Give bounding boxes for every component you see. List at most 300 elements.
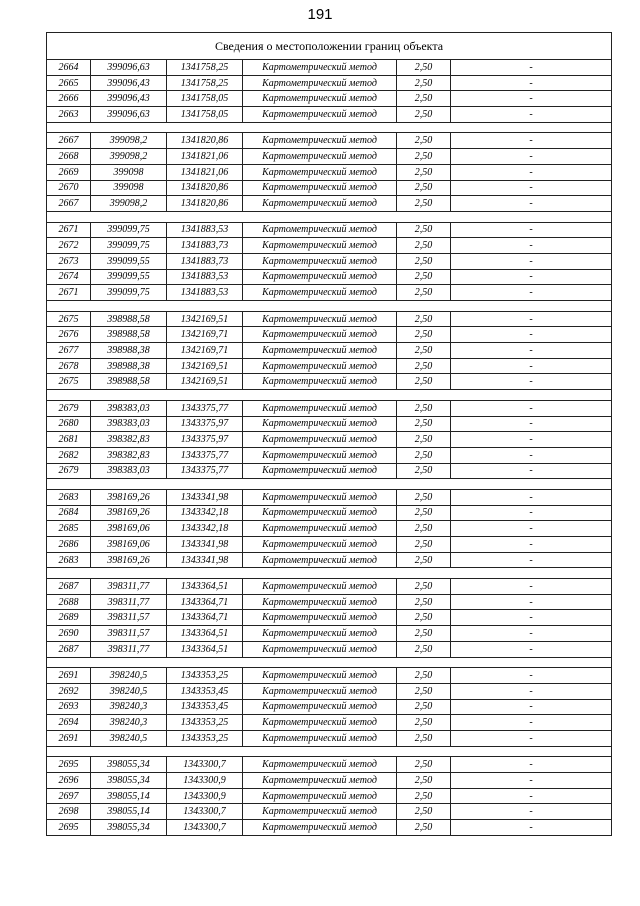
separator-cell (47, 301, 612, 312)
description-cell: - (451, 730, 612, 746)
description-cell: - (451, 432, 612, 448)
description-cell: - (451, 715, 612, 731)
point-number-cell: 2685 (47, 521, 91, 537)
y-coordinate-cell: 1343364,51 (167, 641, 243, 657)
description-cell: - (451, 447, 612, 463)
table-row (47, 285, 612, 301)
method-cell: Картометрический метод (243, 133, 397, 149)
description-cell: - (451, 374, 612, 390)
point-number-cell: 2670 (47, 180, 91, 196)
y-coordinate-cell: 1343375,77 (167, 463, 243, 479)
point-number-cell: 2693 (47, 699, 91, 715)
point-number-cell: 2671 (47, 222, 91, 238)
y-coordinate-cell: 1342169,51 (167, 374, 243, 390)
table-row (47, 804, 612, 820)
method-cell: Картометрический метод (243, 343, 397, 359)
description-cell: - (451, 269, 612, 285)
x-coordinate-cell: 399098 (91, 164, 167, 180)
point-number-cell: 2679 (47, 400, 91, 416)
accuracy-cell: 2,50 (397, 626, 451, 642)
method-cell: Картометрический метод (243, 715, 397, 731)
y-coordinate-cell: 1342169,51 (167, 358, 243, 374)
group-separator-row (47, 568, 612, 579)
separator-cell (47, 211, 612, 222)
method-cell: Картометрический метод (243, 327, 397, 343)
accuracy-cell: 2,50 (397, 730, 451, 746)
x-coordinate-cell: 399098,2 (91, 133, 167, 149)
x-coordinate-cell: 399098 (91, 180, 167, 196)
method-cell: Картометрический метод (243, 400, 397, 416)
method-cell: Картометрический метод (243, 610, 397, 626)
accuracy-cell: 2,50 (397, 610, 451, 626)
table-row (47, 311, 612, 327)
table-row (47, 343, 612, 359)
group-separator-row (47, 122, 612, 133)
x-coordinate-cell: 398382,83 (91, 432, 167, 448)
accuracy-cell: 2,50 (397, 358, 451, 374)
table-row (47, 594, 612, 610)
description-cell: - (451, 668, 612, 684)
accuracy-cell: 2,50 (397, 327, 451, 343)
y-coordinate-cell: 1341883,53 (167, 285, 243, 301)
separator-cell (47, 746, 612, 757)
description-cell: - (451, 699, 612, 715)
table-row (47, 432, 612, 448)
table-row (47, 164, 612, 180)
separator-cell (47, 390, 612, 401)
method-cell: Картометрический метод (243, 579, 397, 595)
table-row (47, 149, 612, 165)
table-row (47, 374, 612, 390)
x-coordinate-cell: 398383,03 (91, 400, 167, 416)
table-row (47, 253, 612, 269)
x-coordinate-cell: 399096,43 (91, 75, 167, 91)
table-row (47, 196, 612, 212)
point-number-cell: 2689 (47, 610, 91, 626)
separator-cell (47, 657, 612, 668)
y-coordinate-cell: 1342169,51 (167, 311, 243, 327)
accuracy-cell: 2,50 (397, 683, 451, 699)
x-coordinate-cell: 398169,26 (91, 505, 167, 521)
method-cell: Картометрический метод (243, 730, 397, 746)
point-number-cell: 2687 (47, 579, 91, 595)
description-cell: - (451, 641, 612, 657)
x-coordinate-cell: 398382,83 (91, 447, 167, 463)
description-cell: - (451, 327, 612, 343)
accuracy-cell: 2,50 (397, 521, 451, 537)
method-cell: Картометрический метод (243, 552, 397, 568)
description-cell: - (451, 804, 612, 820)
method-cell: Картометрический метод (243, 107, 397, 123)
table-row (47, 730, 612, 746)
y-coordinate-cell: 1343353,45 (167, 683, 243, 699)
description-cell: - (451, 683, 612, 699)
boundary-table-body (47, 33, 612, 836)
point-number-cell: 2673 (47, 253, 91, 269)
accuracy-cell: 2,50 (397, 400, 451, 416)
method-cell: Картометрический метод (243, 164, 397, 180)
x-coordinate-cell: 398311,57 (91, 626, 167, 642)
accuracy-cell: 2,50 (397, 579, 451, 595)
table-row (47, 788, 612, 804)
point-number-cell: 2688 (47, 594, 91, 610)
y-coordinate-cell: 1343300,9 (167, 788, 243, 804)
description-cell: - (451, 463, 612, 479)
table-title-row (47, 33, 612, 60)
separator-cell (47, 122, 612, 133)
description-cell: - (451, 521, 612, 537)
y-coordinate-cell: 1343375,97 (167, 432, 243, 448)
table-row (47, 447, 612, 463)
x-coordinate-cell: 398311,77 (91, 641, 167, 657)
table-row (47, 60, 612, 76)
accuracy-cell: 2,50 (397, 757, 451, 773)
table-row (47, 463, 612, 479)
method-cell: Картометрический метод (243, 683, 397, 699)
y-coordinate-cell: 1343375,97 (167, 416, 243, 432)
point-number-cell: 2692 (47, 683, 91, 699)
method-cell: Картометрический метод (243, 463, 397, 479)
x-coordinate-cell: 399099,75 (91, 238, 167, 254)
description-cell: - (451, 610, 612, 626)
y-coordinate-cell: 1341883,73 (167, 238, 243, 254)
method-cell: Картометрический метод (243, 489, 397, 505)
y-coordinate-cell: 1341821,06 (167, 164, 243, 180)
description-cell: - (451, 238, 612, 254)
description-cell: - (451, 552, 612, 568)
description-cell: - (451, 180, 612, 196)
table-row (47, 358, 612, 374)
x-coordinate-cell: 398988,58 (91, 327, 167, 343)
point-number-cell: 2695 (47, 757, 91, 773)
method-cell: Картометрический метод (243, 374, 397, 390)
point-number-cell: 2666 (47, 91, 91, 107)
description-cell: - (451, 196, 612, 212)
group-separator-row (47, 657, 612, 668)
method-cell: Картометрический метод (243, 820, 397, 836)
point-number-cell: 2681 (47, 432, 91, 448)
group-separator-row (47, 479, 612, 490)
group-separator-row (47, 301, 612, 312)
y-coordinate-cell: 1341758,05 (167, 91, 243, 107)
method-cell: Картометрический метод (243, 773, 397, 789)
method-cell: Картометрический метод (243, 432, 397, 448)
x-coordinate-cell: 398988,58 (91, 311, 167, 327)
point-number-cell: 2697 (47, 788, 91, 804)
method-cell: Картометрический метод (243, 537, 397, 553)
method-cell: Картометрический метод (243, 668, 397, 684)
description-cell: - (451, 400, 612, 416)
table-row (47, 610, 612, 626)
table-row (47, 715, 612, 731)
y-coordinate-cell: 1343353,45 (167, 699, 243, 715)
accuracy-cell: 2,50 (397, 91, 451, 107)
table-row (47, 180, 612, 196)
description-cell: - (451, 489, 612, 505)
point-number-cell: 2696 (47, 773, 91, 789)
group-separator-row (47, 390, 612, 401)
accuracy-cell: 2,50 (397, 447, 451, 463)
method-cell: Картометрический метод (243, 505, 397, 521)
y-coordinate-cell: 1341758,25 (167, 75, 243, 91)
accuracy-cell: 2,50 (397, 149, 451, 165)
y-coordinate-cell: 1343375,77 (167, 400, 243, 416)
accuracy-cell: 2,50 (397, 432, 451, 448)
method-cell: Картометрический метод (243, 285, 397, 301)
description-cell: - (451, 505, 612, 521)
x-coordinate-cell: 398311,57 (91, 610, 167, 626)
y-coordinate-cell: 1343353,25 (167, 715, 243, 731)
y-coordinate-cell: 1341883,53 (167, 269, 243, 285)
accuracy-cell: 2,50 (397, 463, 451, 479)
group-separator-row (47, 746, 612, 757)
method-cell: Картометрический метод (243, 269, 397, 285)
table-row (47, 133, 612, 149)
table-row (47, 238, 612, 254)
table-row (47, 269, 612, 285)
x-coordinate-cell: 398169,26 (91, 489, 167, 505)
x-coordinate-cell: 399099,55 (91, 253, 167, 269)
point-number-cell: 2678 (47, 358, 91, 374)
accuracy-cell: 2,50 (397, 374, 451, 390)
x-coordinate-cell: 398169,06 (91, 537, 167, 553)
method-cell: Картометрический метод (243, 641, 397, 657)
table-title: Сведения о местоположении границ объекта (47, 33, 612, 60)
table-row (47, 521, 612, 537)
x-coordinate-cell: 398240,3 (91, 715, 167, 731)
x-coordinate-cell: 399096,63 (91, 107, 167, 123)
description-cell: - (451, 133, 612, 149)
x-coordinate-cell: 399099,75 (91, 285, 167, 301)
method-cell: Картометрический метод (243, 447, 397, 463)
point-number-cell: 2683 (47, 552, 91, 568)
accuracy-cell: 2,50 (397, 269, 451, 285)
accuracy-cell: 2,50 (397, 75, 451, 91)
y-coordinate-cell: 1341821,06 (167, 149, 243, 165)
x-coordinate-cell: 398055,34 (91, 820, 167, 836)
x-coordinate-cell: 398240,5 (91, 668, 167, 684)
y-coordinate-cell: 1341883,53 (167, 222, 243, 238)
table-row (47, 75, 612, 91)
description-cell: - (451, 820, 612, 836)
method-cell: Картометрический метод (243, 91, 397, 107)
point-number-cell: 2694 (47, 715, 91, 731)
point-number-cell: 2675 (47, 374, 91, 390)
x-coordinate-cell: 399096,63 (91, 60, 167, 76)
description-cell: - (451, 222, 612, 238)
x-coordinate-cell: 399098,2 (91, 149, 167, 165)
method-cell: Картометрический метод (243, 804, 397, 820)
table-row (47, 416, 612, 432)
method-cell: Картометрический метод (243, 311, 397, 327)
description-cell: - (451, 164, 612, 180)
method-cell: Картометрический метод (243, 253, 397, 269)
x-coordinate-cell: 398240,5 (91, 683, 167, 699)
method-cell: Картометрический метод (243, 180, 397, 196)
accuracy-cell: 2,50 (397, 699, 451, 715)
accuracy-cell: 2,50 (397, 641, 451, 657)
table-row (47, 641, 612, 657)
x-coordinate-cell: 398311,77 (91, 594, 167, 610)
description-cell: - (451, 416, 612, 432)
description-cell: - (451, 757, 612, 773)
point-number-cell: 2686 (47, 537, 91, 553)
table-row (47, 699, 612, 715)
method-cell: Картометрический метод (243, 626, 397, 642)
description-cell: - (451, 285, 612, 301)
method-cell: Картометрический метод (243, 594, 397, 610)
y-coordinate-cell: 1343341,98 (167, 537, 243, 553)
accuracy-cell: 2,50 (397, 594, 451, 610)
method-cell: Картометрический метод (243, 196, 397, 212)
point-number-cell: 2691 (47, 668, 91, 684)
x-coordinate-cell: 399099,75 (91, 222, 167, 238)
description-cell: - (451, 253, 612, 269)
accuracy-cell: 2,50 (397, 788, 451, 804)
table-row (47, 489, 612, 505)
point-number-cell: 2687 (47, 641, 91, 657)
y-coordinate-cell: 1343364,71 (167, 610, 243, 626)
table-row (47, 820, 612, 836)
accuracy-cell: 2,50 (397, 311, 451, 327)
y-coordinate-cell: 1343300,7 (167, 757, 243, 773)
table-row (47, 91, 612, 107)
point-number-cell: 2668 (47, 149, 91, 165)
table-row (47, 552, 612, 568)
accuracy-cell: 2,50 (397, 489, 451, 505)
y-coordinate-cell: 1343300,7 (167, 804, 243, 820)
x-coordinate-cell: 398055,34 (91, 757, 167, 773)
table-row (47, 505, 612, 521)
separator-cell (47, 479, 612, 490)
table-row (47, 107, 612, 123)
separator-cell (47, 568, 612, 579)
description-cell: - (451, 343, 612, 359)
accuracy-cell: 2,50 (397, 60, 451, 76)
y-coordinate-cell: 1341758,25 (167, 60, 243, 76)
x-coordinate-cell: 399096,43 (91, 91, 167, 107)
y-coordinate-cell: 1343342,18 (167, 521, 243, 537)
description-cell: - (451, 311, 612, 327)
point-number-cell: 2690 (47, 626, 91, 642)
table-row (47, 222, 612, 238)
accuracy-cell: 2,50 (397, 773, 451, 789)
accuracy-cell: 2,50 (397, 820, 451, 836)
point-number-cell: 2671 (47, 285, 91, 301)
point-number-cell: 2676 (47, 327, 91, 343)
method-cell: Картометрический метод (243, 222, 397, 238)
x-coordinate-cell: 398055,14 (91, 788, 167, 804)
y-coordinate-cell: 1343300,7 (167, 820, 243, 836)
x-coordinate-cell: 398055,34 (91, 773, 167, 789)
description-cell: - (451, 60, 612, 76)
accuracy-cell: 2,50 (397, 238, 451, 254)
point-number-cell: 2667 (47, 133, 91, 149)
description-cell: - (451, 107, 612, 123)
method-cell: Картометрический метод (243, 699, 397, 715)
x-coordinate-cell: 398169,06 (91, 521, 167, 537)
point-number-cell: 2680 (47, 416, 91, 432)
table-row (47, 757, 612, 773)
y-coordinate-cell: 1343353,25 (167, 730, 243, 746)
accuracy-cell: 2,50 (397, 505, 451, 521)
accuracy-cell: 2,50 (397, 107, 451, 123)
accuracy-cell: 2,50 (397, 164, 451, 180)
y-coordinate-cell: 1343353,25 (167, 668, 243, 684)
method-cell: Картометрический метод (243, 757, 397, 773)
x-coordinate-cell: 398311,77 (91, 579, 167, 595)
description-cell: - (451, 537, 612, 553)
x-coordinate-cell: 399098,2 (91, 196, 167, 212)
method-cell: Картометрический метод (243, 788, 397, 804)
x-coordinate-cell: 398240,3 (91, 699, 167, 715)
table-row (47, 400, 612, 416)
method-cell: Картометрический метод (243, 358, 397, 374)
description-cell: - (451, 773, 612, 789)
y-coordinate-cell: 1341820,86 (167, 180, 243, 196)
point-number-cell: 2683 (47, 489, 91, 505)
method-cell: Картометрический метод (243, 416, 397, 432)
method-cell: Картометрический метод (243, 75, 397, 91)
method-cell: Картометрический метод (243, 238, 397, 254)
page-number: 191 (307, 6, 333, 23)
point-number-cell: 2664 (47, 60, 91, 76)
point-number-cell: 2675 (47, 311, 91, 327)
description-cell: - (451, 788, 612, 804)
y-coordinate-cell: 1343342,18 (167, 505, 243, 521)
description-cell: - (451, 75, 612, 91)
x-coordinate-cell: 398383,03 (91, 416, 167, 432)
y-coordinate-cell: 1343364,51 (167, 579, 243, 595)
x-coordinate-cell: 398988,58 (91, 374, 167, 390)
table-row (47, 683, 612, 699)
accuracy-cell: 2,50 (397, 537, 451, 553)
point-number-cell: 2679 (47, 463, 91, 479)
accuracy-cell: 2,50 (397, 416, 451, 432)
x-coordinate-cell: 398383,03 (91, 463, 167, 479)
y-coordinate-cell: 1341820,86 (167, 133, 243, 149)
y-coordinate-cell: 1343364,51 (167, 626, 243, 642)
point-number-cell: 2669 (47, 164, 91, 180)
description-cell: - (451, 149, 612, 165)
y-coordinate-cell: 1343341,98 (167, 552, 243, 568)
point-number-cell: 2698 (47, 804, 91, 820)
x-coordinate-cell: 398988,38 (91, 343, 167, 359)
description-cell: - (451, 594, 612, 610)
point-number-cell: 2667 (47, 196, 91, 212)
method-cell: Картометрический метод (243, 521, 397, 537)
y-coordinate-cell: 1343300,9 (167, 773, 243, 789)
x-coordinate-cell: 398988,38 (91, 358, 167, 374)
point-number-cell: 2665 (47, 75, 91, 91)
x-coordinate-cell: 398240,5 (91, 730, 167, 746)
point-number-cell: 2691 (47, 730, 91, 746)
description-cell: - (451, 91, 612, 107)
x-coordinate-cell: 399099,55 (91, 269, 167, 285)
table-row (47, 537, 612, 553)
accuracy-cell: 2,50 (397, 552, 451, 568)
group-separator-row (47, 211, 612, 222)
y-coordinate-cell: 1341883,73 (167, 253, 243, 269)
accuracy-cell: 2,50 (397, 285, 451, 301)
accuracy-cell: 2,50 (397, 715, 451, 731)
accuracy-cell: 2,50 (397, 133, 451, 149)
accuracy-cell: 2,50 (397, 668, 451, 684)
boundary-table (46, 32, 612, 836)
accuracy-cell: 2,50 (397, 253, 451, 269)
accuracy-cell: 2,50 (397, 196, 451, 212)
description-cell: - (451, 626, 612, 642)
